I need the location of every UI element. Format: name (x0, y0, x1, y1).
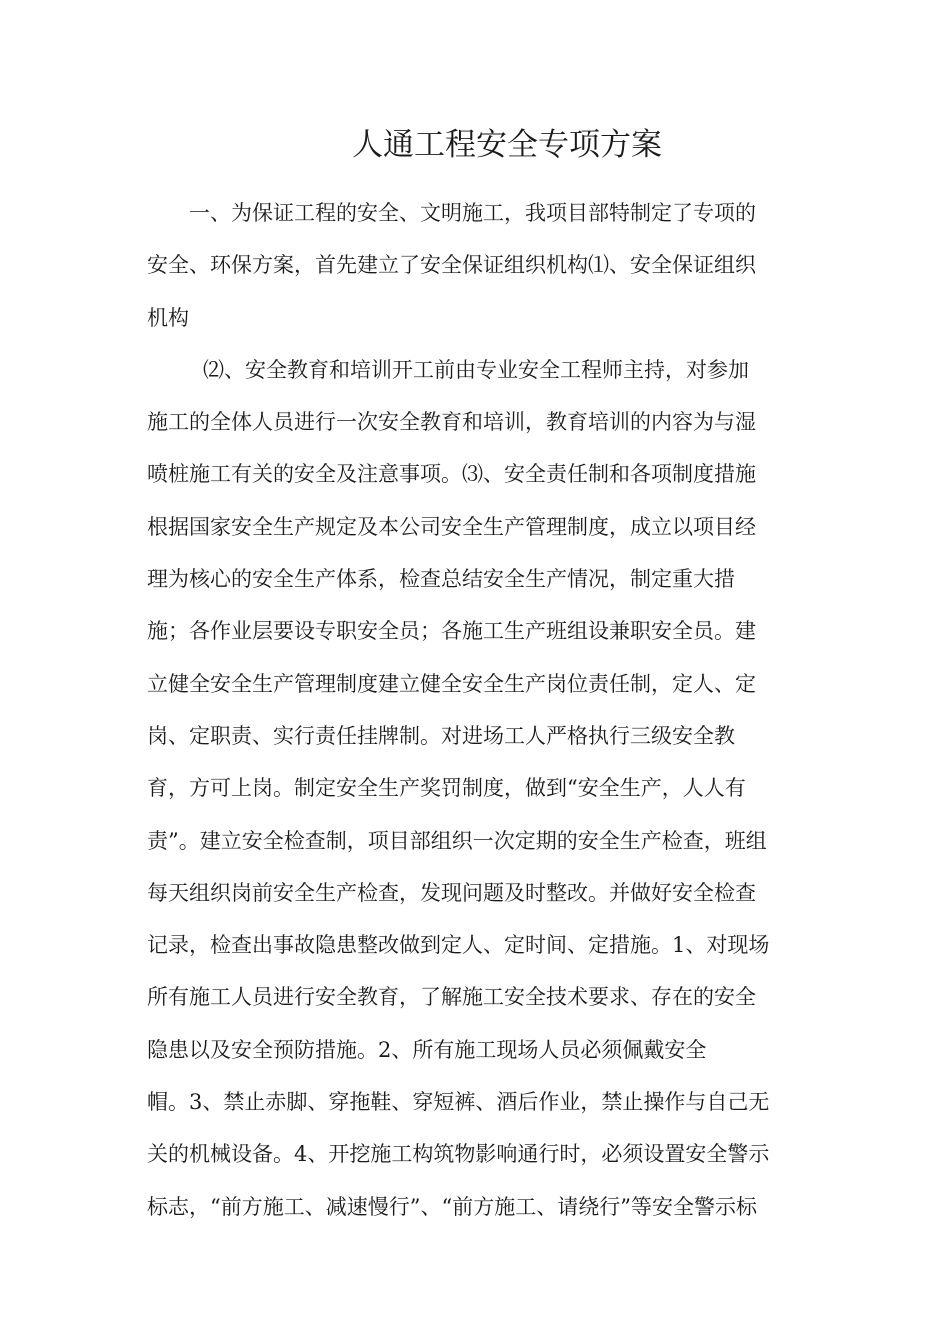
paragraph-line: 所有施工人员进行安全教育，了解施工安全技术要求、存在的安全 (147, 985, 756, 1010)
paragraph-line: 立健全安全生产管理制度建立健全安全生产岗位责任制，定人、定 (147, 671, 756, 696)
document-title: 人通工程安全专项方案 (352, 127, 662, 163)
paragraph-line: 育，方可上岗。制定安全生产奖罚制度，做到“安全生产，人人有 (147, 776, 746, 801)
paragraph-line: 一、为保证工程的安全、文明施工，我项目部特制定了专项的 (189, 201, 756, 225)
paragraph-line: 理为核心的安全生产体系，检查总结安全生产情况，制定重大措 (147, 567, 735, 592)
paragraph-line: 关的机械设备。4、开挖施工构筑物影响通行时，必须设置安全警示 (147, 1142, 770, 1167)
paragraph-line: 喷桩施工有关的安全及注意事项。⑶、安全责任制和各项制度措施 (147, 462, 756, 487)
paragraph-line: 标志，“前方施工、减速慢行”、“前方施工、请绕行”等安全警示标 (147, 1194, 757, 1219)
paragraph-line: ⑵、安全教育和培训开工前由专业安全工程师主持，对参加 (203, 357, 749, 382)
paragraph-line: 施；各作业层要设专职安全员；各施工生产班组设兼职安全员。建 (147, 619, 756, 644)
paragraph-line: 隐患以及安全预防措施。2、所有施工现场人员必须佩戴安全 (147, 1037, 707, 1062)
paragraph-line: 施工的全体人员进行一次安全教育和培训，教育培训的内容为与湿 (147, 410, 756, 435)
paragraph-line: 责”。建立安全检查制，项目部组织一次定期的安全生产检查，班组 (147, 828, 767, 853)
paragraph-line: 帽。3、禁止赤脚、穿拖鞋、穿短裤、酒后作业，禁止操作与自己无 (147, 1090, 770, 1115)
paragraph-line: 安全、环保方案，首先建立了安全保证组织机构⑴、安全保证组织 (147, 253, 756, 278)
paragraph-line: 记录，检查出事故隐患整改做到定人、定时间、定措施。1、对现场 (147, 933, 770, 958)
paragraph-line: 根据国家安全生产规定及本公司安全生产管理制度，成立以项目经 (147, 514, 756, 539)
paragraph-line: 岗、定职责、实行责任挂牌制。对进场工人严格执行三级安全教 (147, 723, 735, 748)
document-body (147, 187, 807, 1233)
paragraph-line: 每天组织岗前安全生产检查，发现问题及时整改。并做好安全检查 (147, 880, 756, 905)
paragraph-line: 机构 (147, 305, 189, 330)
